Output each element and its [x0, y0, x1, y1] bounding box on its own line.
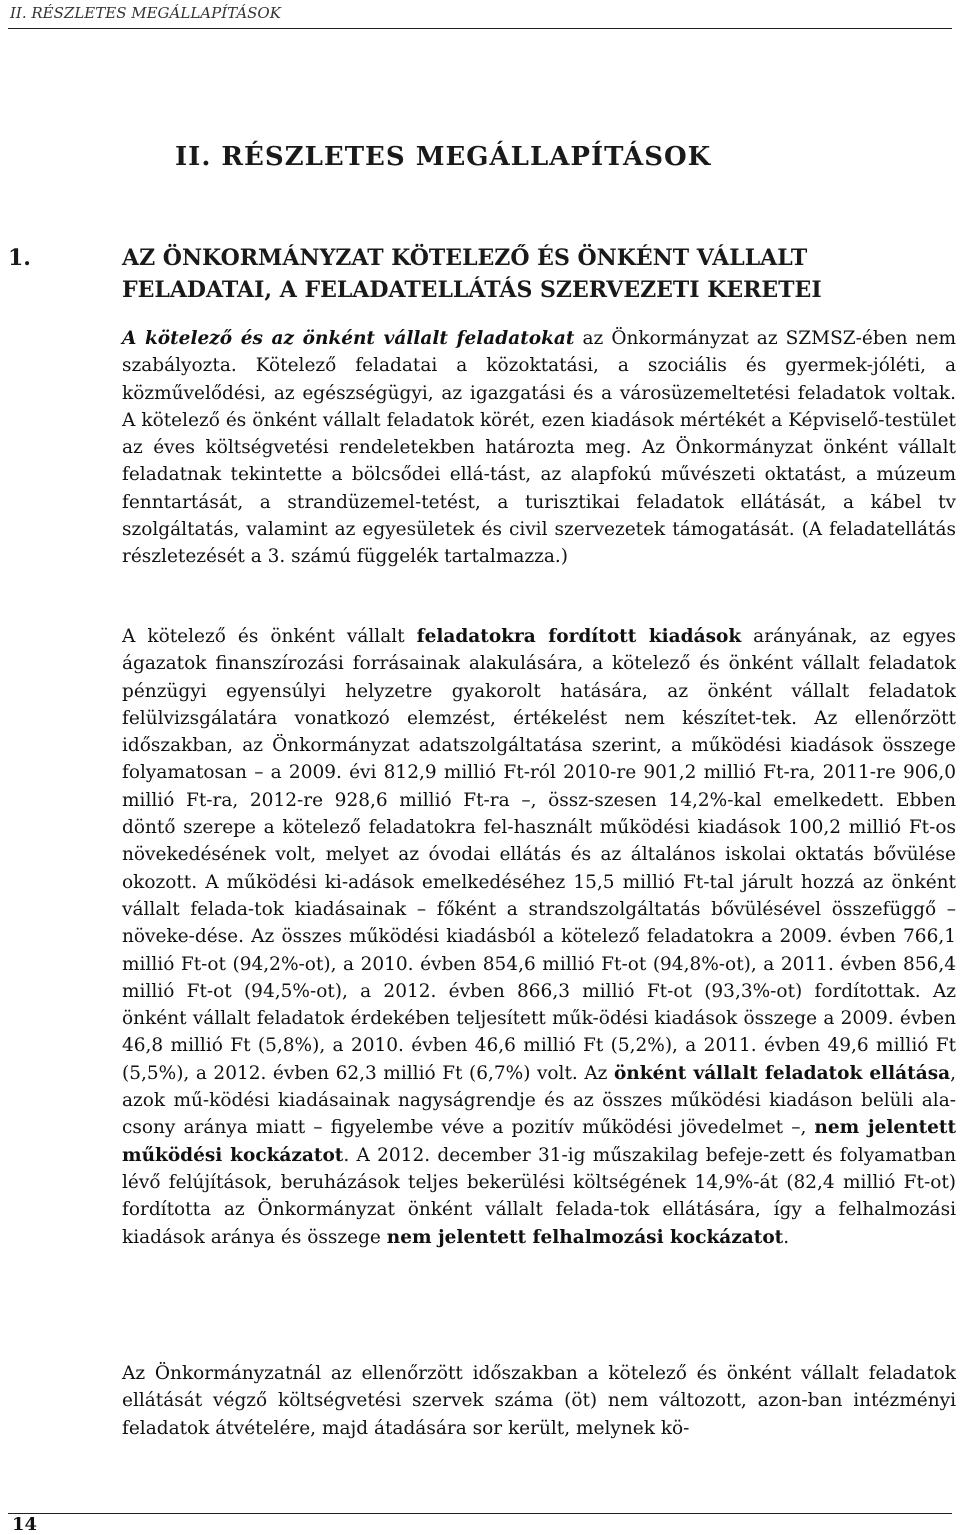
header-rule [8, 28, 952, 29]
footer-rule [8, 1513, 952, 1514]
paragraph-3: Az Önkormányzatnál az ellenőrzött időszakban a kötelező és önként vállalt feladatok ellátását végző költségvetési szervek száma (öt) nem változott, azon-ban intézményi feladatok átvételére, majd átadására sor került, melynek kö- [122, 1363, 956, 1439]
paragraph-2-text-b: arányának, az egyes ágazatok finanszírozási forrásainak alakulására, a kötelező és önként vállalt feladatok pénzügyi egyensúlyi helyzetre gyakorolt hatására, az önként vállalt feladatok felülvizsgálatára vonatkozó elemzést, értékelést nem készítet-tek. Az ellenőrzött időszakban, az Önkormányzat adatszolgáltatása szerint, a működési kiadások összege folyamatosan – a 2009. évi 812,9 millió Ft-ról 2010-re 901,2 millió Ft-ra, 2011-re 906,0 millió Ft-ra, 2012-re 928,6 millió Ft-ra –, össz-szesen 14,2%-kal emelkedett. Ebben döntő szerepe a kötelező feladatokra fel-használt működési kiadások 100,2 millió Ft-os növekedésének volt, melyet az óvodai ellátás és az általános iskolai oktatás bővülése okozott. A működési ki-adások emelkedéséhez 15,5 millió Ft-tal járult hozzá az önként vállalt felada-tok kiadásainak – főként a strandszolgáltatás bővülésével összefüggő – növeke-dése. Az összes működési kiadásból a kötelező feladatokra a 2009. évben 766,1 millió Ft-ot (94,2%-ot), a 2010. évben 854,6 millió Ft-ot (94,8%-ot), a 2011. évben 856,4 millió Ft-ot (94,5%-ot), a 2012. évben 866,3 millió Ft-ot (93,3%-ot) fordítottak. Az önként vállalt feladatok érdekében teljesített műk-ödési kiadások összege a 2009. évben 46,8 millió Ft (5,8%), a 2010. évben 46,6 millió Ft (5,2%), a 2011. évben 49,6 millió Ft (5,5%), a 2012. évben 62,3 millió Ft (6,7%) volt. Az [122, 626, 957, 1084]
paragraph-2-text-a: A kötelező és önként vállalt [122, 626, 417, 647]
paragraph-2 [122, 623, 956, 1251]
paragraph-2-text-c: , azok mű-ködési kiadásainak nagyságrendje és az összes működési kiadáson belüli ala-csony aránya miatt – figyelembe véve a pozitív működési jövedelmet –, [122, 1062, 956, 1139]
paragraph-2-text-d: . A 2012. december 31-ig műszakilag befeje-zett és folyamatban lévő felújítások, beruházások teljes bekerülési költségének 14,9%-át (82,4 millió Ft-ot) fordította az Önkormányzat önként vállalt felada-tok ellátására, így a felhalmozási kiadások aránya és összege [122, 1144, 956, 1248]
chapter-number: 1. [8, 245, 31, 271]
section-title: II. RÉSZLETES MEGÁLLAPÍTÁSOK [175, 142, 712, 172]
paragraph-1 [122, 325, 956, 571]
page-number: 14 [12, 1514, 38, 1535]
paragraph-1-text: az Önkormányzat az SZMSZ-ében nem szabályozta. Kötelező feladatai a közoktatási, a szociális és gyermek-jóléti, a közművelődési, az egészségügyi, az igazgatási és a városüzemeltetési feladatok voltak. A kötelező és önként vállalt feladatok körét, ezen kiadások mértékét a Képviselő-testület az éves költségvetési rendeletekben határozta meg. Az Önkormányzat önként vállalt feladatnak tekintette a bölcsődei ellá-tást, az alapfokú művészeti oktatást, a múzeum fenntartását, a strandüzemel-tetést, a turisztikai feladatok ellátását, a kábel tv szolgáltatás, valamint az egyesületek és civil szervezetek támogatását. (A feladatellátás részletezését a 3. számú függelék tartalmazza.) [122, 328, 956, 568]
paragraph-2-bold-b: önként vállalt feladatok ellátása [613, 1062, 951, 1084]
running-header: II. RÉSZLETES MEGÁLLAPÍTÁSOK [10, 4, 281, 22]
paragraph-2-bold-a: feladatokra fordított kiadások [416, 626, 742, 647]
paragraph-2-text-e: . [783, 1226, 790, 1248]
paragraph-2-bold-d: nem jelentett felhalmozási kockázatot [386, 1226, 784, 1248]
paragraph-2-bold-c: nem jelentett működési kockázatot [122, 1117, 956, 1166]
paragraph-1-emphasis: A kötelező és az önként vállalt feladatokat [122, 328, 575, 349]
chapter-title: AZ ÖNKORMÁNYZAT KÖTELEZŐ ÉS ÖNKÉNT VÁLLALT FELADATAI, A FELADATELLÁTÁS SZERVEZETI KERETEI [122, 245, 822, 303]
